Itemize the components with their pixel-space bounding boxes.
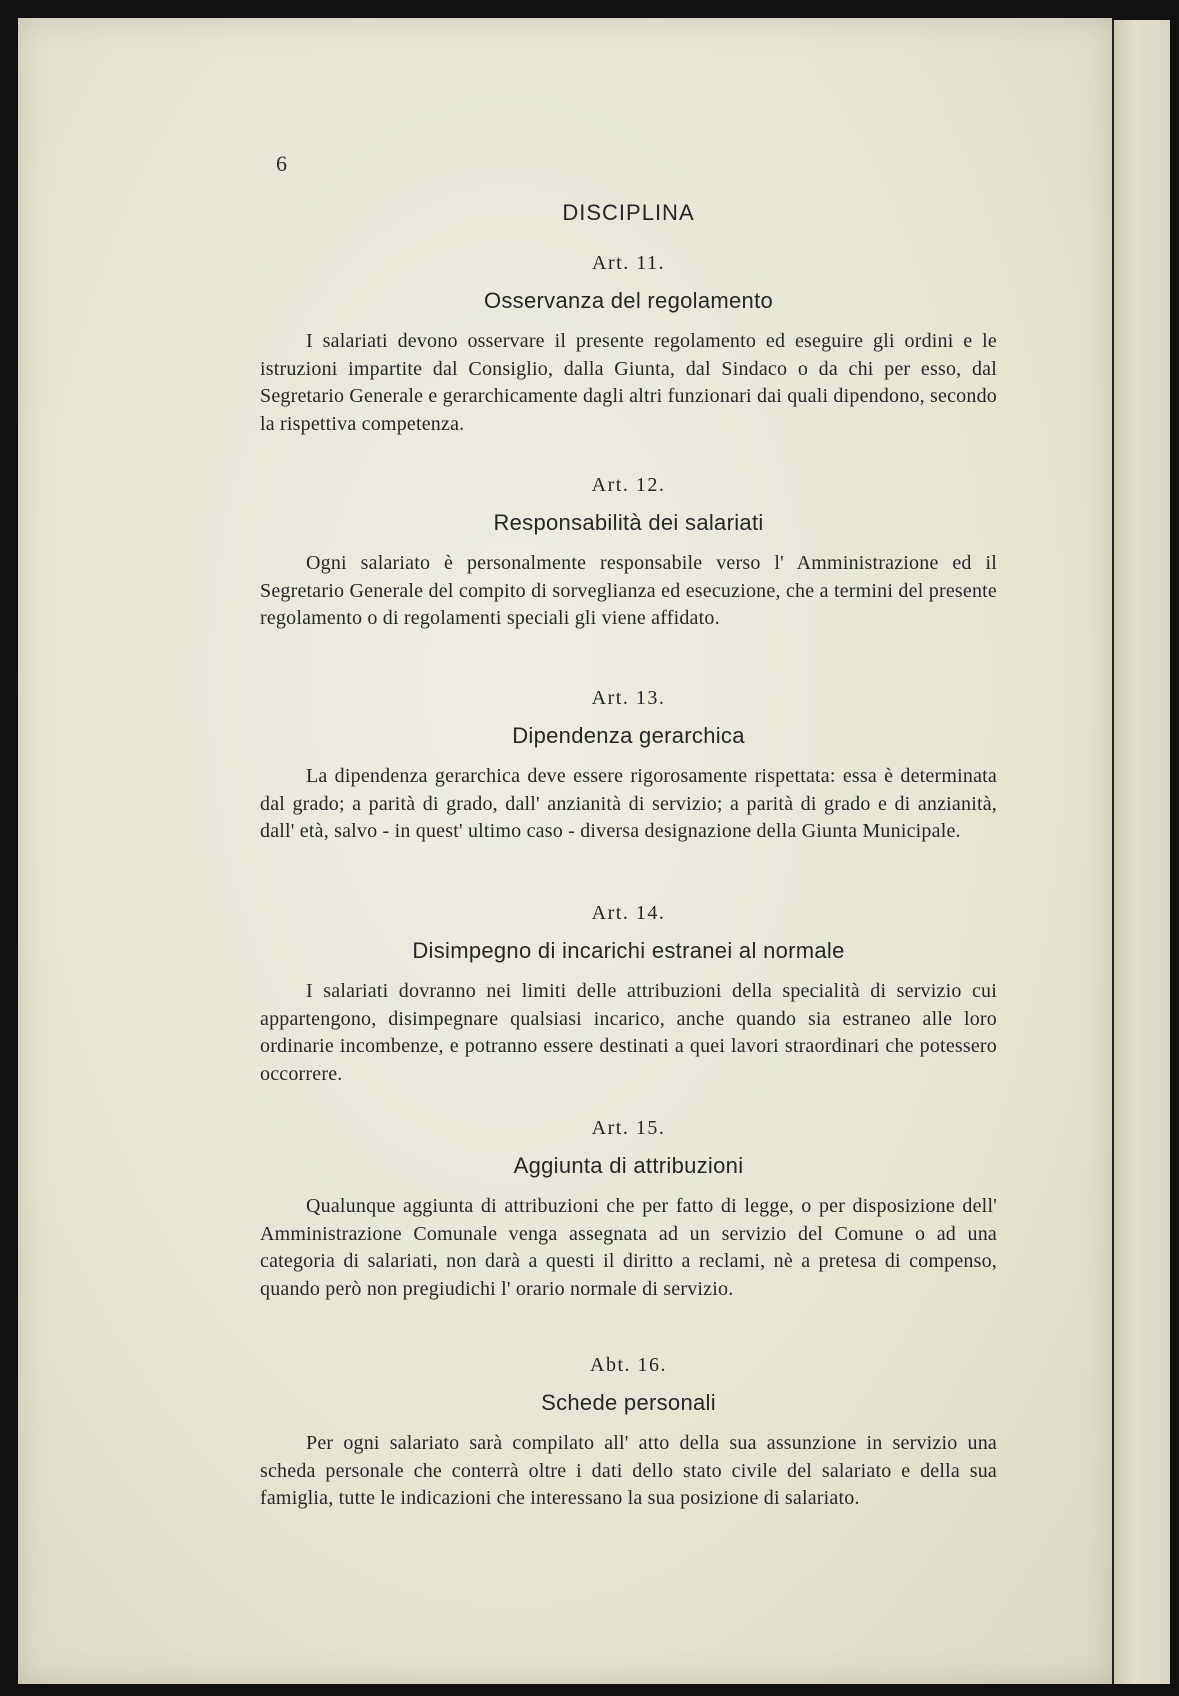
article-heading: Disimpegno di incarichi estranei al normale (412, 938, 845, 963)
article-body: Per ogni salariato sarà compilato all' atto della sua assunzione in servizio una scheda personale che conterrà oltre i dati dello stato civile del salariato e della sua famiglia, tutte le indicazioni che interessano la sua posizione di salariato. (260, 1432, 997, 1509)
article-12 (260, 472, 997, 633)
page-content (260, 200, 997, 1509)
article-15 (260, 1115, 997, 1303)
article-heading: Aggiunta di attribuzioni (513, 1153, 744, 1178)
article-body: La dipendenza gerarchica deve essere rigorosamente rispettata: essa è determinata dal grado; a parità di grado, dall' anzianità di servizio; a parità di grado e di anzianità, dall' età, salvo - in quest' ultimo caso - diversa designazione della Giunta Municipale. (260, 765, 997, 842)
article-heading: Dipendenza gerarchica (512, 723, 745, 748)
article-body: Ogni salariato è personalmente responsabile verso l' Amministrazione ed il Segretario Generale del compito di sorveglianza ed esecuzione, che a termini del presente regolamento o di regolamenti speciali gli viene affidato. (260, 552, 997, 629)
article-label: Art. 13. (591, 687, 666, 709)
article-label: Art. 12. (591, 474, 666, 496)
article-16 (260, 1352, 997, 1513)
section-title: DISCIPLINA (562, 200, 695, 225)
article-body: Qualunque aggiunta di attribuzioni che per fatto di legge, o per disposizione dell' Amministrazione Comunale venga assegnata ad un servizio del Comune o ad una categoria di salariati, non darà a questi il diritto a reclami, nè a pretesa di compenso, quando però non pregiudichi l' orario normale di servizio. (260, 1195, 997, 1300)
article-13 (260, 685, 997, 846)
article-heading: Schede personali (541, 1390, 716, 1415)
article-14 (260, 900, 997, 1088)
article-label: Art. 14. (591, 902, 666, 924)
article-label: Abt. 16. (590, 1354, 667, 1376)
article-label: Art. 15. (591, 1117, 666, 1139)
article-body: I salariati dovranno nei limiti delle attribuzioni della specialità di servizio cui appartengono, disimpegnare qualsiasi incarico, anche quando sia estraneo alle loro ordinarie incombenze, e potranno essere destinati a quei lavori straordinari che potessero occorrere. (260, 980, 997, 1085)
article-body: I salariati devono osservare il presente regolamento ed eseguire gli ordini e le istruzioni impartite dal Consiglio, dalla Giunta, dal Sindaco o da chi per esso, dal Segretario Generale e gerarchicamente dagli altri funzionari dai quali dipendono, secondo la rispettiva competenza. (260, 330, 997, 435)
article-heading: Responsabilità dei salariati (493, 510, 764, 535)
article-11 (260, 250, 997, 438)
article-label: Art. 11. (592, 252, 665, 274)
adjacent-page-edge (1112, 20, 1170, 1684)
page-number: 6 (276, 151, 287, 176)
article-heading: Osservanza del regolamento (483, 288, 774, 313)
